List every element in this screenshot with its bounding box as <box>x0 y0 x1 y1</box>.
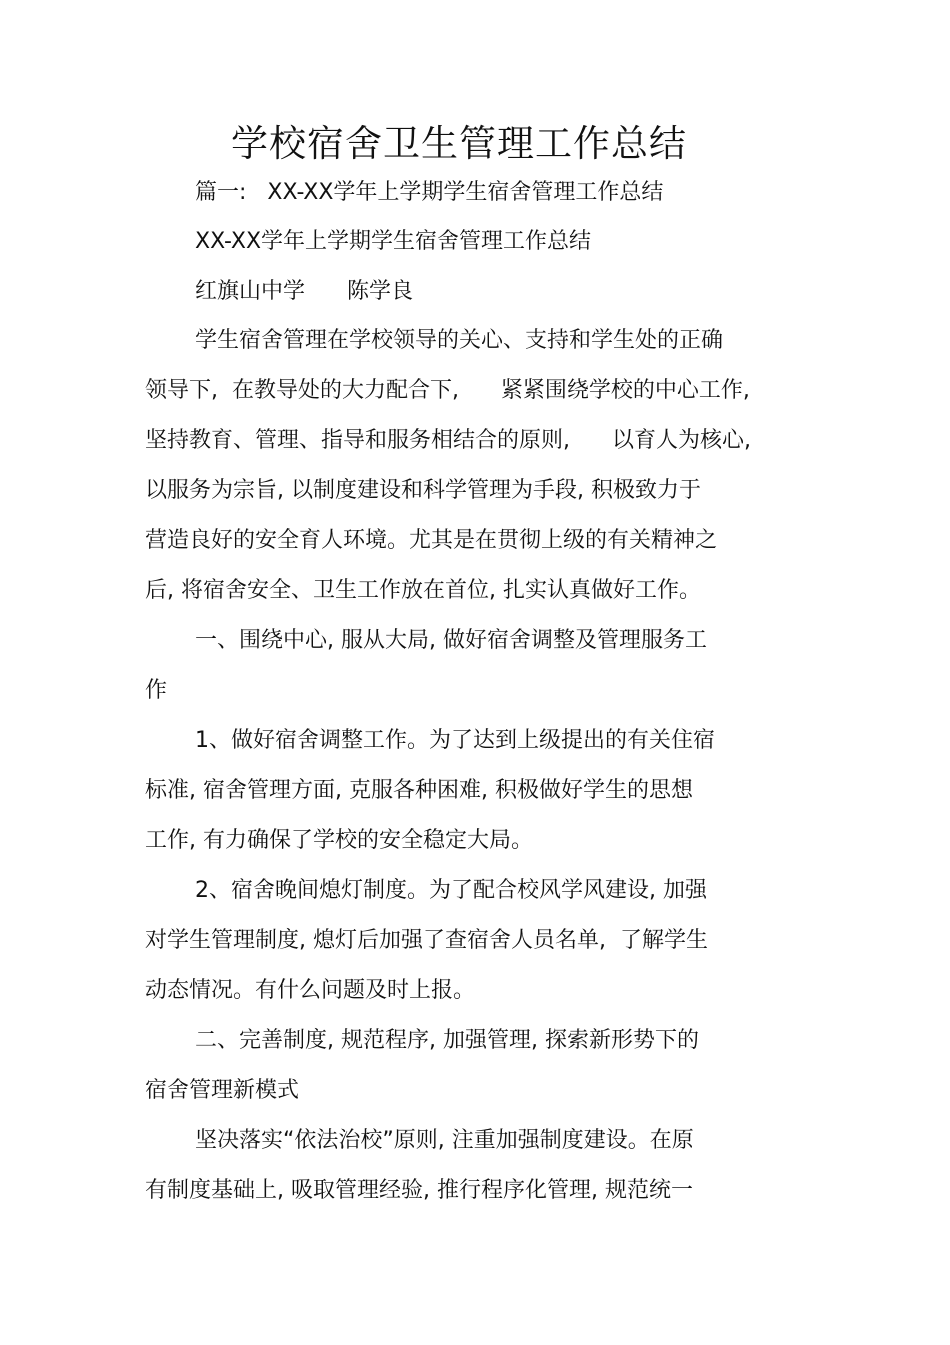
text-line: 1、做好宿舍调整工作。为了达到上级提出的有关住宿 <box>195 728 715 753</box>
text-line: 学生宿舍管理在学校领导的关心、支持和学生处的正确 <box>195 328 724 353</box>
text-line: 对学生管理制度, 熄灯后加强了查宿舍人员名单, 了解学生 <box>145 928 708 953</box>
section-heading-line: 作 <box>145 678 168 703</box>
document-title: 学校宿舍卫生管理工作总结 <box>231 122 687 165</box>
section-heading-line: 一、围绕中心, 服从大局, 做好宿舍调整及管理服务工 <box>195 628 707 653</box>
section-heading-line: 二、完善制度, 规范程序, 加强管理, 探索新形势下的 <box>195 1028 699 1053</box>
text-line: 工作, 有力确保了学校的安全稳定大局。 <box>145 828 533 853</box>
text-line-heading: XX-XX学年上学期学生宿舍管理工作总结 <box>195 229 592 254</box>
text-line: 标准, 宿舍管理方面, 克服各种困难, 积极做好学生的思想 <box>145 778 693 803</box>
text-line-subtitle: 篇一: XX-XX学年上学期学生宿舍管理工作总结 <box>195 180 664 205</box>
text-line: 以服务为宗旨, 以制度建设和科学管理为手段, 积极致力于 <box>145 478 701 503</box>
text-line: 有制度基础上, 吸取管理经验, 推行程序化管理, 规范统一 <box>145 1178 693 1203</box>
text-line-author: 红旗山中学 陈学良 <box>195 279 413 304</box>
text-line: 后, 将宿舍安全、卫生工作放在首位, 扎实认真做好工作。 <box>145 578 701 603</box>
text-line: 坚持教育、管理、指导和服务相结合的原则, 以育人为核心, <box>145 428 751 453</box>
section-heading-line: 宿舍管理新模式 <box>145 1078 300 1103</box>
text-line: 坚决落实“依法治校”原则, 注重加强制度建设。在原 <box>195 1128 694 1153</box>
text-line: 领导下, 在教导处的大力配合下, 紧紧围绕学校的中心工作, <box>145 378 750 403</box>
text-line: 营造良好的安全育人环境。尤其是在贯彻上级的有关精神之 <box>145 528 718 553</box>
text-line: 2、宿舍晚间熄灯制度。为了配合校风学风建设, 加强 <box>195 878 707 903</box>
text-line: 动态情况。有什么问题及时上报。 <box>145 978 476 1003</box>
